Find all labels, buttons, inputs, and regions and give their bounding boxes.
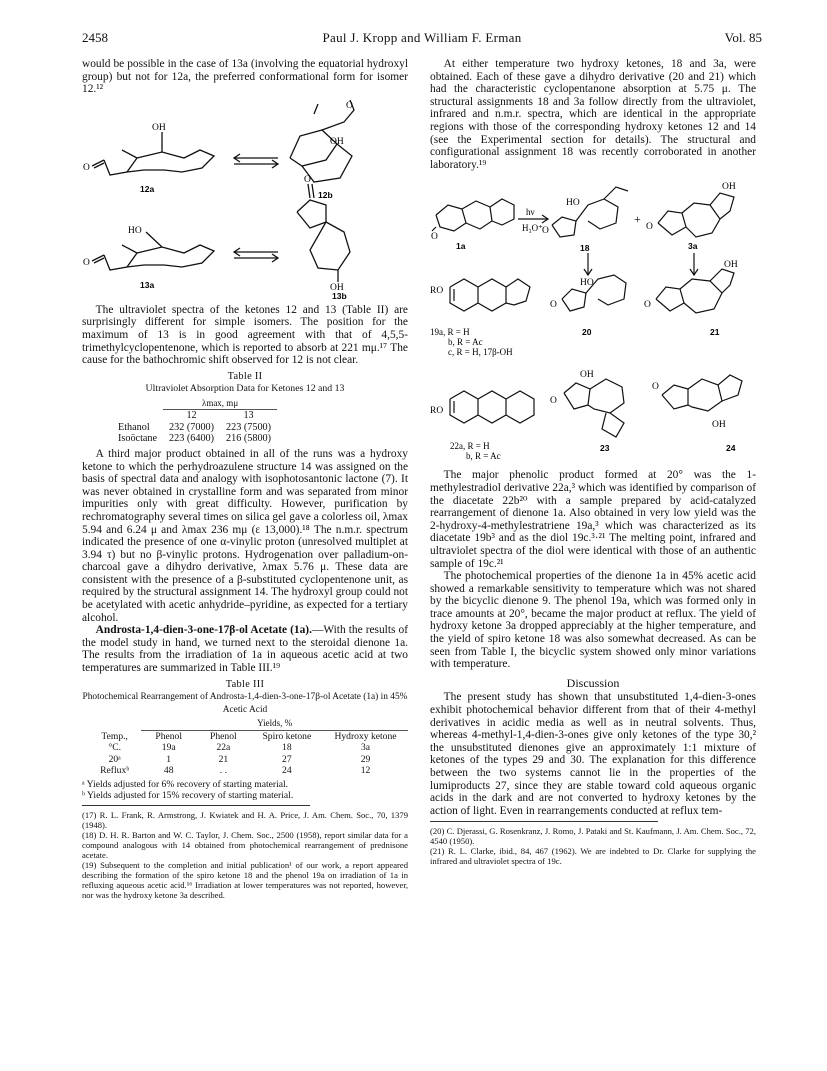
table3-r1-c3: 24: [282, 765, 292, 777]
table2-subhead: λmax, mμ: [163, 398, 277, 410]
label-o-3a: O: [646, 222, 653, 233]
table3-r0-c3: 27: [282, 753, 292, 765]
footnote-18: (18) D. H. R. Barton and W. C. Taylor, J. Chem. Soc., 2500 (1958), report similar data for a compound analogous with 14 obtained from photochemical rearrangement of prednisone acetate.: [82, 829, 408, 860]
label-o-12a: O: [83, 162, 90, 173]
label-o-13a: O: [83, 257, 90, 268]
phenolic-paragraph: The major phenolic product formed at 20° was the 1-methylestradiol derivative 22a,³ which was identified by comparison of the diacetate 22b²⁰ with a sample prepared by acid-catalyzed rearrangement of dienone 1a. Also obtained in very low yield was the 2-hydroxy-4-methylestratriene 19a,³ which was characterized as its diacetate 19b³ and as the diol 19c.³·²¹ The melting point, infrared and ultraviolet spectra of the diol were identical with those of an authentic sample of 19c.²¹: [430, 469, 756, 570]
table3-r1-c2: . .: [219, 765, 227, 777]
label-oh-3a: OH: [722, 182, 736, 193]
table3-note-a: ᵃ Yields adjusted for 6% recovery of starting material.: [82, 778, 289, 790]
label-hv: hν: [526, 207, 535, 218]
label-oh-13b: OH: [330, 282, 344, 293]
discussion-heading: Discussion: [566, 675, 620, 690]
footnote-19: (19) Subsequent to the completion and initial publication¹ of our work, a report appeared describing the formation of the spiro ketone 18 and the phenol 19a on irradiation of 1a in refluxing aqueous acetic acid.¹⁶ Irradiation at lower temperatures was not reported, however, nor was the hydroxy ketone 3a described.: [82, 859, 408, 900]
label-19c: c, R = H, 17β-OH: [448, 347, 513, 358]
label-ho-20: HO: [580, 278, 594, 289]
table-row: [112, 433, 277, 445]
label-o-18: O: [542, 226, 549, 237]
label-o-20: O: [550, 300, 557, 311]
label-o-23: O: [550, 396, 557, 407]
label-13a: 13a: [140, 279, 155, 290]
label-20: 20: [582, 327, 592, 338]
discussion-paragraph: The present study has shown that unsubstituted 1,4-dien-3-ones exhibit photochemical behavior different from that of their 4-methyl derivatives in acidic media as well as in neutral solvents. Thus, whereas 4-methyl-1,4-dien-3-ones give only ketones of the type 30,² the unsubstituted dienones give an approximately 1:1 mixture of ketones of the types 29 and 30. The explanation for this difference between the two systems cannot lie in the properties of the lumiproducts 27, since they are stable toward cold aqueous organic acids in the dark and are not converted to hydroxy ketones by the action of light. Even in rearrangements conducted at reflux tem-: [430, 691, 756, 817]
androsta-paragraph: [82, 624, 408, 674]
table3-col0: Temp., °C.: [101, 730, 128, 754]
table3-r0-c2: 21: [218, 753, 229, 765]
footnote-17: (17) R. L. Frank, R. Armstrong, J. Kwiatek and H. A. Price, J. Am. Chem. Soc., 70, 1379 (1948).: [82, 809, 408, 830]
steroid-scheme-drawing: [430, 175, 756, 465]
label-oh-23: OH: [580, 370, 594, 381]
table3-col1: Phenol 19a: [155, 730, 183, 754]
steroid-scheme: [430, 175, 756, 465]
label-ro-19: RO: [430, 286, 444, 297]
footnote-divider-right: [430, 821, 658, 822]
label-plus: +: [634, 212, 641, 227]
label-19b: b, R = Ac: [448, 337, 483, 348]
label-21: 21: [710, 327, 720, 338]
running-authors: Paul J. Kropp and William F. Erman: [322, 30, 522, 45]
table2-col0: [112, 410, 163, 422]
label-oh-21: OH: [724, 260, 738, 271]
table2-r1-c1: 223 (6400): [169, 433, 215, 445]
table3-r1-c0: Refluxᵇ: [100, 765, 130, 777]
table-row: [88, 754, 408, 766]
table-row: [88, 765, 408, 777]
label-ho-13a: HO: [128, 225, 142, 236]
table3-r0-c4: 29: [360, 753, 371, 765]
label-ro-22: RO: [430, 406, 444, 417]
volume-label: Vol. 85: [724, 30, 762, 45]
androsta-heading: Androsta-1,4-dien-3-one-17β-ol Acetate (1a).: [95, 624, 312, 637]
table2: [112, 398, 277, 445]
label-22b: b, R = Ac: [466, 451, 501, 462]
photochemical-paragraph: The photochemical properties of the dienone 1a in 45% acetic acid showed a remarkable sensitivity to temperature which was not shared by the bicyclic dienone 9. The phenol 19a, which was formed only in trace amounts at 20°, became the major product at reflux. The yield of hydroxy ketone 3a dropped appreciably at the higher temperature, and the yield of spiro ketone 18 was also somewhat decreased. As can be seen from Table I, the bicyclic system showed only minor variations with temperature.: [430, 570, 756, 671]
table2-r0-c0: Ethanol: [118, 421, 150, 433]
label-1a: 1a: [456, 241, 466, 252]
table3-col4: Hydroxy ketone 3a: [334, 730, 397, 754]
table3-col3: Spiro ketone 18: [262, 730, 312, 754]
label-oh-12b: OH: [330, 136, 344, 147]
left-intro-paragraph: would be possible in the case of 13a (involving the equatorial hydroxyl group) but not for 12a, the preferred conformational form for isomer 12.¹²: [82, 58, 408, 96]
table2-r0-c1: 232 (7000): [169, 421, 215, 433]
table3-subhead: Yields, %: [141, 718, 408, 730]
label-19a: 19a, R = H: [430, 327, 470, 338]
table2-r0-c2: 223 (7500): [226, 421, 272, 433]
label-18: 18: [580, 243, 590, 254]
left-column: [82, 58, 408, 900]
table2-caption: Ultraviolet Absorption Data for Ketones 12 and 13: [145, 383, 345, 395]
page-number: 2458: [82, 30, 108, 45]
label-24: 24: [726, 443, 736, 454]
label-o-1a: O: [431, 232, 438, 243]
table2-col1: 12: [186, 410, 197, 422]
table3: [88, 718, 408, 777]
label-ho-18: HO: [566, 198, 580, 209]
label-12a: 12a: [140, 183, 155, 194]
table3-caption: Photochemical Rearrangement of Androsta-1,4-dien-3-one-17β-ol Acetate (1a) in 45% Acetic Acid: [82, 692, 408, 715]
table3-r1-c4: 12: [360, 765, 371, 777]
label-22a: 22a, R = H: [450, 441, 490, 452]
label-12b: 12b: [318, 189, 333, 200]
footnote-20: (20) C. Djerassi, G. Rosenkranz, J. Romo, J. Pataki and St. Kaufmann, J. Am. Chem. Soc., 72, 4540 (1950).: [430, 826, 756, 847]
table2-title: Table II: [227, 370, 263, 382]
label-23: 23: [600, 443, 610, 454]
table3-r0-c0: 20ᵃ: [108, 753, 121, 765]
conformer-scheme-drawing: [82, 100, 408, 300]
right-column: [430, 58, 756, 866]
label-o-24: O: [652, 382, 659, 393]
right-intro-paragraph: At either temperature two hydroxy ketones, 18 and 3a, were obtained. Each of these gave a dihydro derivative (20 and 21) which had the characteristic cyclopentanone absorption at 5.75 μ. The structural assignments 18 and 3a follow directly from the ultraviolet, infrared and n.m.r. spectra, which are identical in the appropriate regions with those of the corresponding hydroxy ketones 12 and 14 (see the Experimental section for details). The structural and configurational assignment 18 was recently corroborated in another laboratory.¹⁹: [430, 58, 756, 171]
uv-paragraph: The ultraviolet spectra of the ketones 12 and 13 (Table II) are surprisingly different for simple isomers. The position for the maximum of 13 is in good agreement with that of 4,5,5-trimethylcyclopentenone, which is reported to absorb at 221 mμ.¹⁷ The cause for the bathochromic shift observed for 12 is not clear.: [82, 303, 408, 367]
label-o-13b: O: [304, 174, 311, 185]
androsta-text: —With the results of the model study in hand, we turned next to the steroidal dienone 1a. The results from the irradiation of 1a in aqueous acetic acid at two temperatures are summarized in Table III.¹⁹: [82, 624, 408, 675]
conformer-scheme: [82, 100, 408, 300]
label-h3o: H₃O⁺: [522, 223, 543, 234]
label-o-12b: O: [346, 100, 353, 111]
footnote-21: (21) R. L. Clarke, ibid., 84, 467 (1962). We are indebted to Dr. Clarke for supplying the infrared and ultraviolet spectra of 19c.: [430, 846, 756, 867]
table3-title: Table III: [225, 678, 265, 690]
label-o-21: O: [644, 300, 651, 311]
table2-col2: 13: [243, 410, 254, 422]
footnote-divider: [82, 805, 310, 806]
table3-r0-c1: 1: [166, 753, 172, 765]
table2-r1-c2: 216 (5800): [226, 433, 272, 445]
table3-note-b: ᵇ Yields adjusted for 15% recovery of starting material.: [82, 789, 294, 801]
label-oh-24: OH: [712, 420, 726, 431]
label-13b: 13b: [332, 290, 347, 300]
table-row: [112, 422, 277, 434]
table3-col2: Phenol 22a: [210, 730, 237, 754]
label-oh-12a: OH: [152, 122, 166, 133]
third-product-paragraph: A third major product obtained in all of the runs was a hydroxy ketone to which the perhydroazulene structure 14 was assigned on the basis of spectral data and analogy with isophotosantonic lactone (7). It was never obtained in crystalline form and was separated from minor impurities only with great difficulty. However, purification by rechromatography several times on silica gel gave a colorless oil, λmax 5.94 and 6.24 μ and λmax 236 mμ (ε 13,000).¹⁸ The n.m.r. spectrum indicated the presence of one α-vinylic proton (unresolved multiplet at 3.94 τ) but no β-vinylic protons. Hydrogenation over palladium-on-charcoal gave a dihydro derivative, λmax 5.76 μ. These data are consistent with the presence of a β-substituted cyclopentenone unit, as required by the structural assignment 14. The hydroxyl group could not be acetylated with acetic anhydride–pyridine, as expected for a tertiary alcohol.: [82, 447, 408, 624]
page-header: [82, 30, 762, 48]
label-3a: 3a: [688, 241, 698, 252]
table2-r1-c0: Isoöctane: [118, 433, 158, 445]
table3-r1-c1: 48: [163, 765, 174, 777]
